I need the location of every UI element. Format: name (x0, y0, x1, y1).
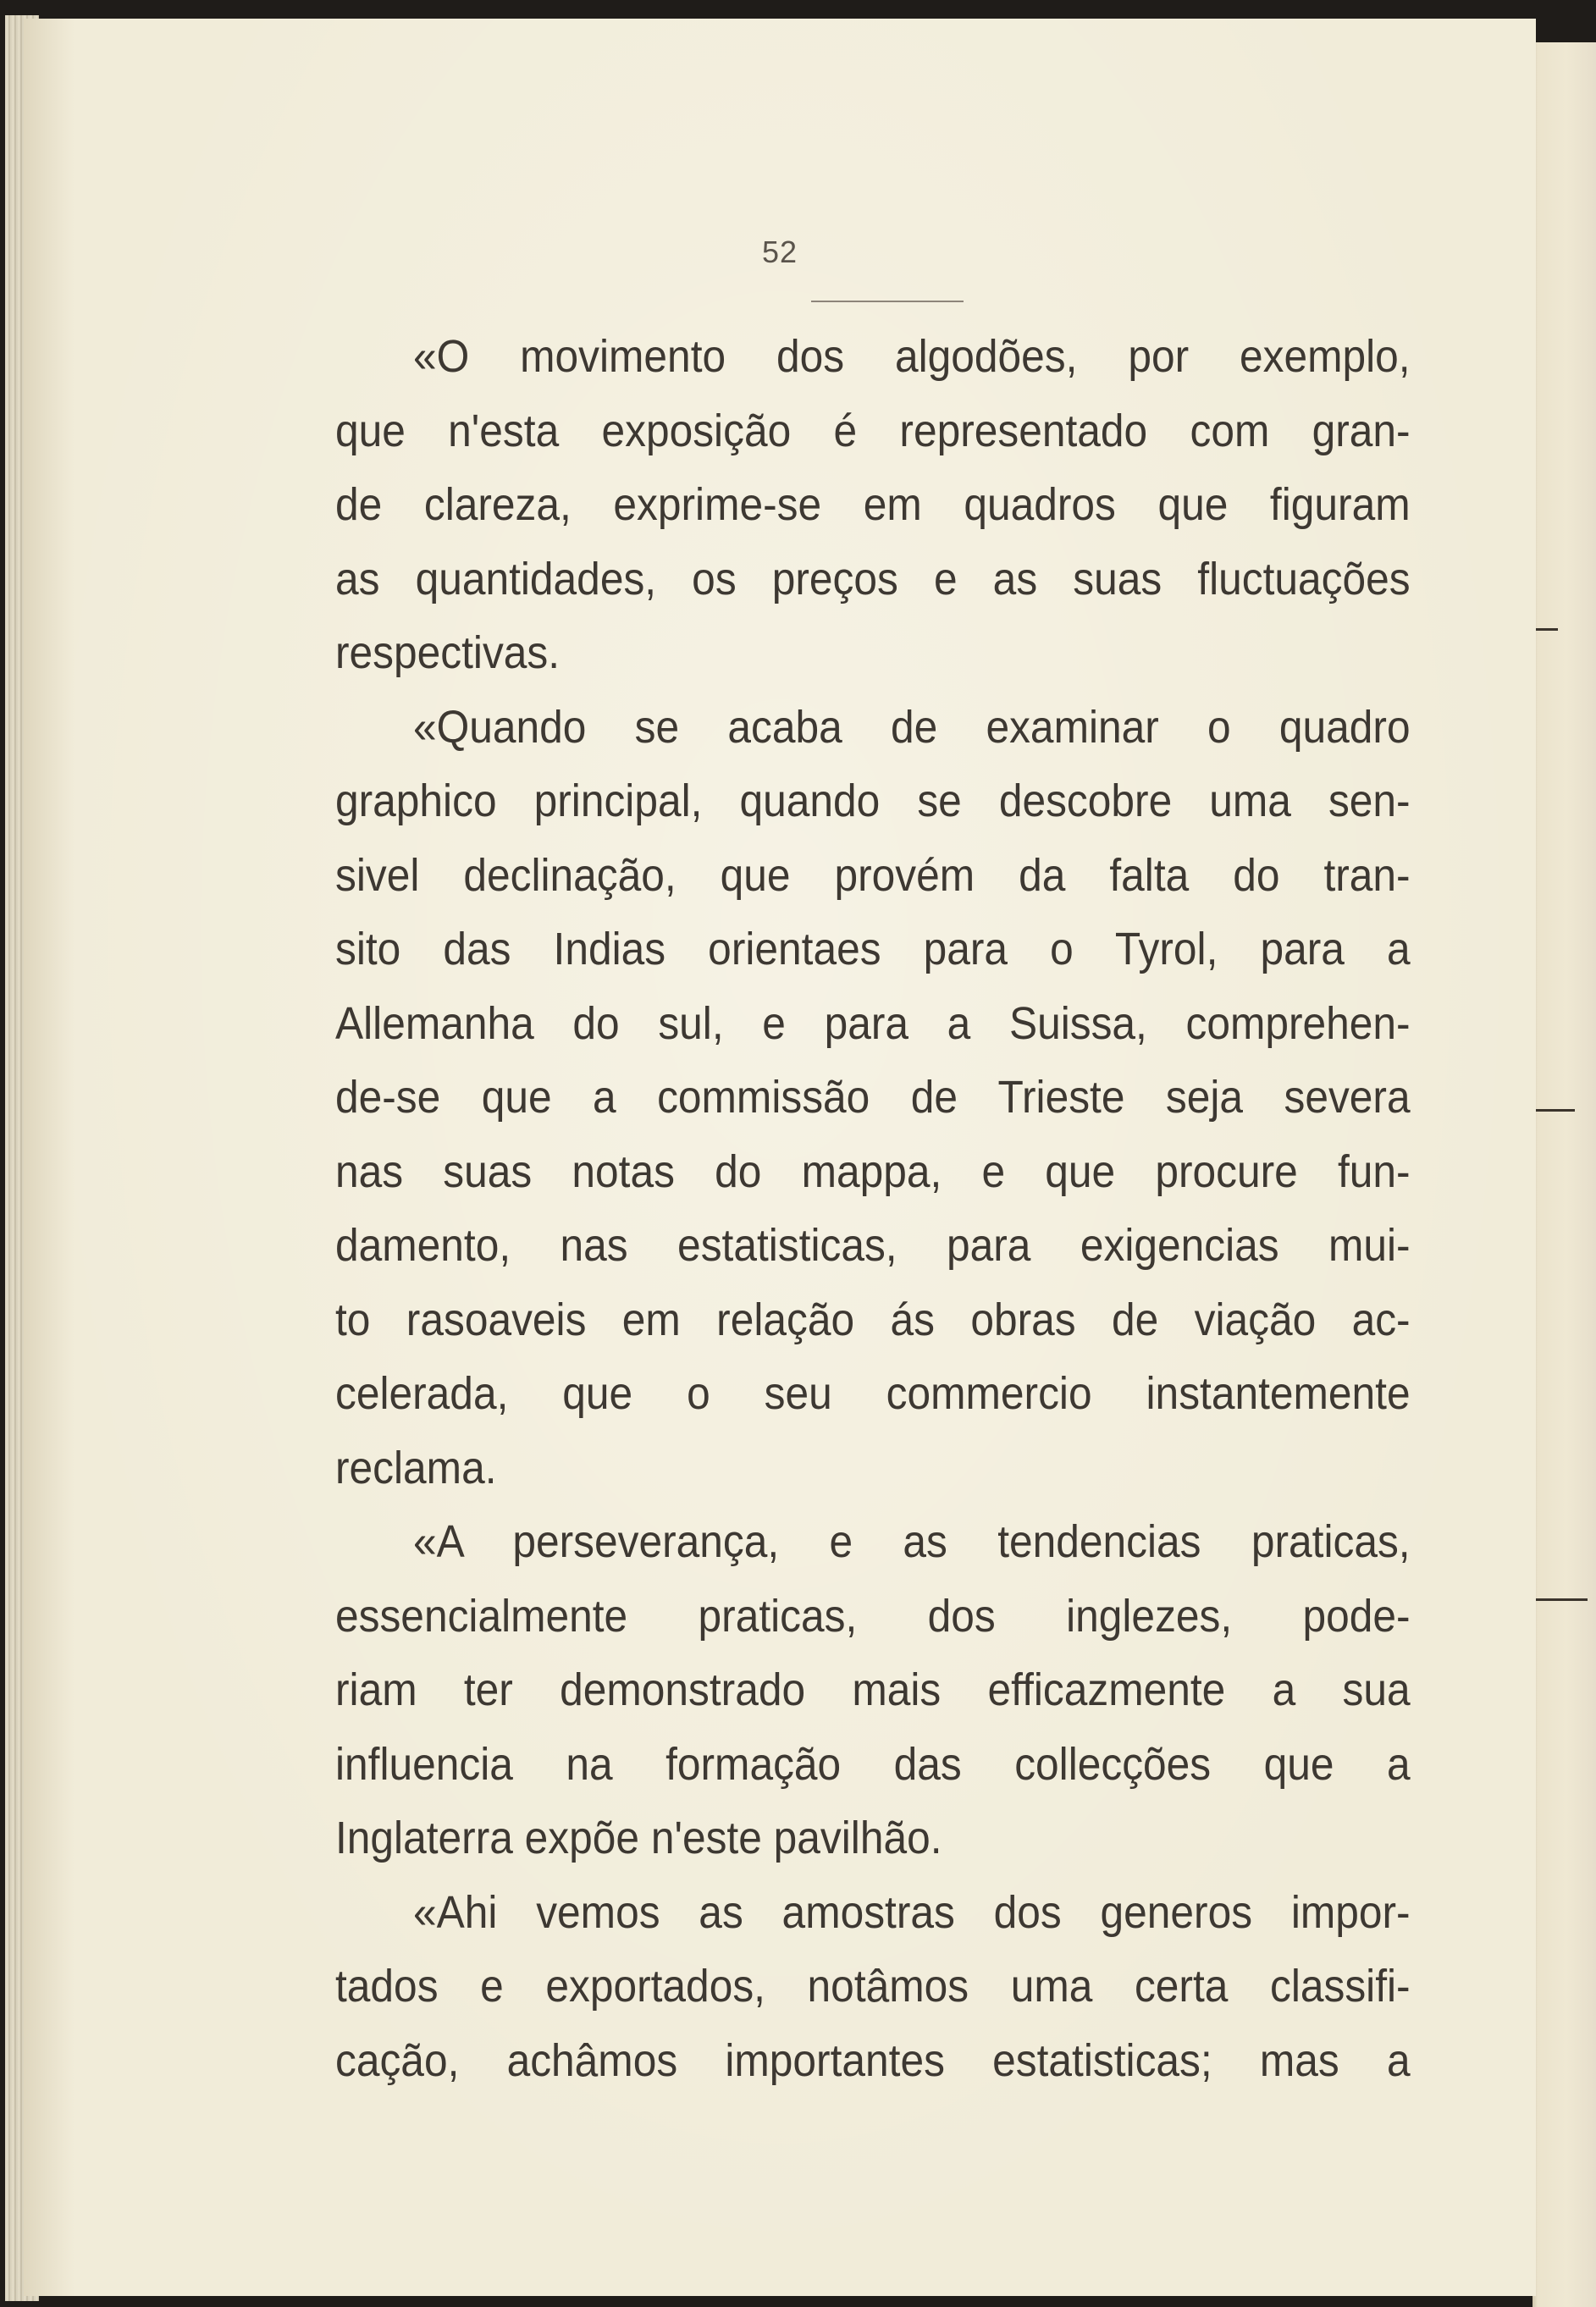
text-line: que n'esta exposição é representado com gran- (335, 405, 1411, 456)
text-line: nas suas notas do mappa, e que procure fun- (335, 1145, 1411, 1197)
text-line: celerada, que o seu commercio instantemente (335, 1368, 1411, 1419)
next-page-edge (1532, 42, 1596, 2307)
body-text (335, 320, 1411, 2098)
text-line: «Ahi vemos as amostras dos generos impor- (413, 1886, 1411, 1938)
page-number: 52 (761, 235, 798, 269)
text-line: damento, nas estatisticas, para exigencias mui- (335, 1220, 1411, 1271)
page-number-rule (811, 301, 964, 302)
text-line: as quantidades, os preços e as suas fluctuações (335, 553, 1411, 604)
text-line: sivel declinação, que provém da falta do tran- (335, 849, 1411, 901)
text-line: respectivas. (335, 627, 561, 678)
text-line: essencialmente praticas, dos inglezes, pode- (335, 1590, 1411, 1642)
text-line: to rasoaveis em relação ás obras de viação ac- (335, 1294, 1411, 1345)
text-line: «O movimento dos algodões, por exemplo, (413, 331, 1411, 382)
text-line: Inglaterra expõe n'este pavilhão. (335, 1813, 942, 1863)
text-line: Allemanha do sul, e para a Suissa, comprehen- (335, 997, 1411, 1049)
text-line: cação, achâmos importantes estatisticas; mas a (335, 2034, 1411, 2086)
text-line: «Quando se acaba de examinar o quadro (413, 701, 1411, 753)
text-line: sito das Indias orientaes para o Tyrol, para a (335, 924, 1411, 974)
text-line: «A perseverança, e as tendencias praticas, (413, 1516, 1411, 1567)
text-line: riam ter demonstrado mais efficazmente a sua (335, 1664, 1411, 1715)
text-line: reclama. (335, 1442, 497, 1493)
text-line: de clareza, exprime-se em quadros que figuram (335, 479, 1411, 530)
text-line: influencia na formação das collecções que a (335, 1738, 1411, 1790)
text-line: tados e exportados, notâmos uma certa classifi- (335, 1961, 1411, 2012)
text-line: graphico principal, quando se descobre uma sen- (335, 775, 1411, 826)
edge-mark (1528, 1598, 1588, 1601)
text-line: de-se que a commissão de Trieste seja severa (335, 1072, 1411, 1123)
